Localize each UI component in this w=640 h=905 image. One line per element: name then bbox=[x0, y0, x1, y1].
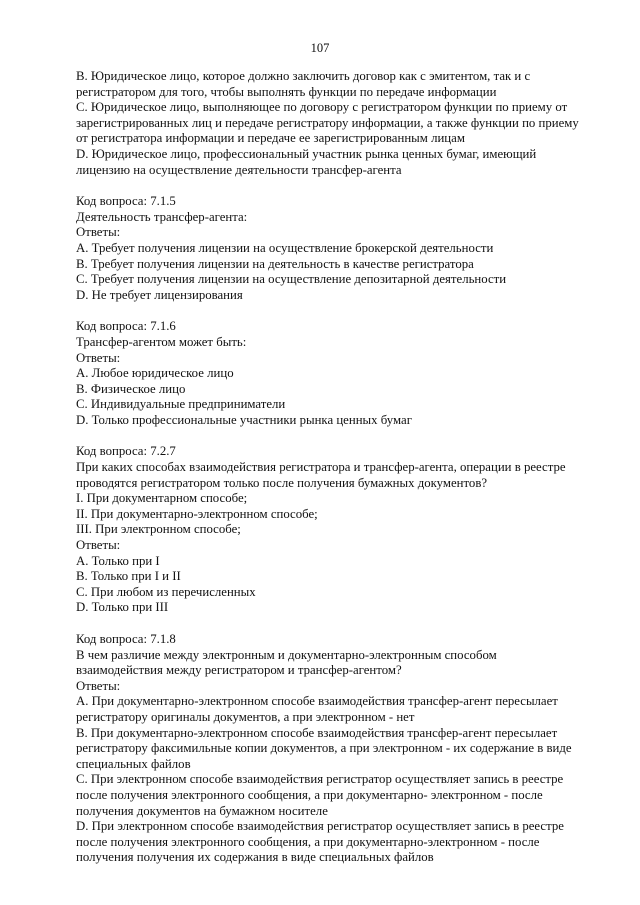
answer-option-b: B. Физическое лицо bbox=[76, 381, 186, 396]
question-text: При каких способах взаимодействия регистратора и трансфер-агента, операции в реестре bbox=[76, 460, 566, 475]
statement-1: I. При документарном способе; bbox=[76, 491, 248, 506]
answer-option-c: C. Требует получения лицензии на осуществление депозитарной деятельности bbox=[76, 272, 507, 287]
question-code: Код вопроса: 7.2.7 bbox=[76, 444, 176, 459]
answer-option-a: A. При документарно-электронном способе взаимодействия трансфер-агент пересылает bbox=[76, 694, 558, 709]
answer-option-c-cont: от регистратора информации и передаче ее зарегистрированным лицам bbox=[76, 131, 465, 146]
answer-option-c: C. При электронном способе взаимодействия регистратор осуществляет запись в реестре bbox=[76, 772, 564, 787]
question-block bbox=[76, 319, 576, 428]
page-number: 107 bbox=[310, 41, 330, 55]
answer-option-c-cont: зарегистрированных лиц и передаче регистратору информации, а также функции по приему bbox=[76, 115, 579, 130]
answers-label: Ответы: bbox=[76, 538, 121, 553]
answer-option-b: B. Требует получения лицензии на деятельность в качестве регистратора bbox=[76, 256, 474, 271]
answer-option-c-cont: получения документов на бумажном носителе bbox=[76, 803, 328, 818]
question-text: Трансфер-агентом может быть: bbox=[76, 334, 247, 349]
answer-option-b: B. Только при I и II bbox=[76, 569, 181, 584]
answer-option-a: A. Любое юридическое лицо bbox=[76, 366, 234, 381]
answer-option-d-cont: лицензию на осуществление деятельности трансфер-агента bbox=[76, 162, 402, 177]
answer-option-a: A. Только при I bbox=[76, 553, 160, 568]
answer-option-d: D. Только профессиональные участники рынка ценных бумаг bbox=[76, 412, 412, 427]
answer-option-d-cont: получения получения их содержания в виде специальных файлов bbox=[76, 850, 434, 865]
answers-label: Ответы: bbox=[76, 225, 121, 240]
question-text-cont: проводятся регистратором только после получения бумажных документов? bbox=[76, 475, 488, 490]
answer-option-c-cont: после получения электронного сообщения, а при документарно- электронном - после bbox=[76, 787, 543, 802]
answer-option-a-cont: регистратору оригиналы документов, а при электронном - нет bbox=[76, 709, 415, 724]
question-text: В чем различие между электронным и документарно-электронным способом bbox=[76, 647, 497, 662]
continuation-block bbox=[76, 69, 579, 178]
question-block bbox=[76, 194, 576, 303]
answer-option-c: C. Юридическое лицо, выполняющее по договору с регистратором функции по приему от bbox=[76, 100, 568, 115]
answer-option-b-cont: регистратором для того, чтобы выполнять функции по передаче информации bbox=[76, 84, 497, 99]
answer-option-b: B. При документарно-электронном способе взаимодействия трансфер-агент пересылает bbox=[76, 725, 558, 740]
question-block bbox=[76, 444, 576, 616]
document-body bbox=[76, 69, 579, 866]
question-text: Деятельность трансфер-агента: bbox=[76, 209, 248, 224]
statement-3: III. При электронном способе; bbox=[76, 522, 241, 537]
answer-option-d: D. При электронном способе взаимодействия регистратор осуществляет запись в реестре bbox=[76, 819, 564, 834]
answer-option-c: C. При любом из перечисленных bbox=[76, 584, 256, 599]
answer-option-d: D. Юридическое лицо, профессиональный участник рынка ценных бумаг, имеющий bbox=[76, 146, 537, 161]
answers-label: Ответы: bbox=[76, 678, 121, 693]
question-text-cont: взаимодействия между регистратором и трансфер-агентом? bbox=[76, 663, 402, 678]
statement-2: II. При документарно-электронном способе; bbox=[76, 506, 318, 521]
answer-option-a: A. Требует получения лицензии на осуществление брокерской деятельности bbox=[76, 240, 494, 255]
answer-option-d: D. Только при III bbox=[76, 600, 169, 615]
answers-label: Ответы: bbox=[76, 350, 121, 365]
question-block bbox=[76, 632, 576, 866]
answer-option-b: B. Юридическое лицо, которое должно заключить договор как с эмитентом, так и с bbox=[76, 69, 531, 83]
answer-option-d: D. Не требует лицензирования bbox=[76, 287, 243, 302]
answer-option-d-cont: после получения электронного сообщения, а при документарно-электронном - после bbox=[76, 834, 540, 849]
answer-option-b-cont: регистратору факсимильные копии документов, а при электронном - их содержание в виде bbox=[76, 741, 572, 756]
question-code: Код вопроса: 7.1.8 bbox=[76, 632, 176, 646]
question-code: Код вопроса: 7.1.6 bbox=[76, 319, 176, 334]
answer-option-b-cont: специальных файлов bbox=[76, 756, 191, 771]
answer-option-c: C. Индивидуальные предприниматели bbox=[76, 397, 286, 412]
question-code: Код вопроса: 7.1.5 bbox=[76, 194, 176, 209]
